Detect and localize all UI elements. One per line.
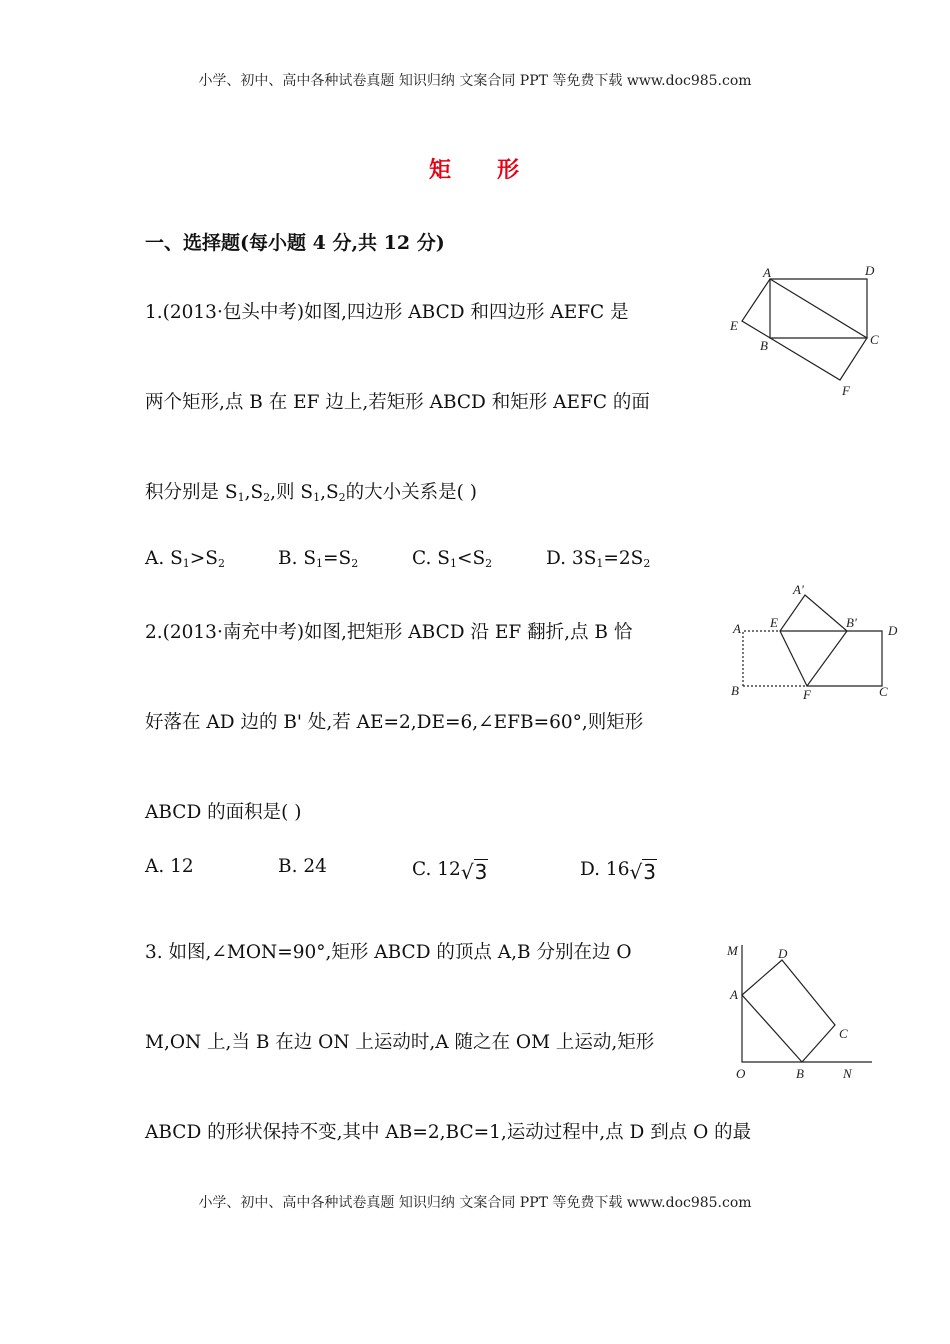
rect-aefc [742, 279, 867, 380]
label-e: E [770, 615, 778, 630]
label-m: M [727, 943, 738, 958]
q1-line-3: 积分别是 $S_1,S_2$,则 $S_1,S_2$的大小关系是( ) [145, 482, 477, 504]
sqrt-symbol: √3 [460, 860, 488, 884]
title-char-2: 形 [497, 157, 522, 183]
q2-line-2: 好落在 AD 边的 B' 处,若 AE=2,DE=6,∠EFB=60°,则矩形 [145, 712, 644, 733]
label-b: B [731, 683, 739, 698]
label-c: C [870, 332, 879, 347]
label-b-prime: B' [846, 615, 857, 630]
q3-line-2: M,ON 上,当 B 在边 ON 上运动时,A 随之在 OM 上运动,矩形 [145, 1032, 655, 1053]
axes-mon [742, 945, 872, 1062]
q1-option-c: C. $S_1<S_2$ [412, 548, 493, 570]
label-d: D [865, 263, 875, 278]
q3-figure [722, 935, 882, 1085]
folded-quad [780, 595, 847, 686]
page-footer: 小学、初中、高中各种试卷真题 知识归纳 文案合同 PPT 等免费下载 www.doc985.com [198, 1195, 752, 1211]
q2-line-1: 2.(2013·南充中考)如图,把矩形 ABCD 沿 EF 翻折,点 B 恰 [145, 622, 633, 643]
q2-option-c: C. 12√3 [412, 859, 488, 884]
q3-line-1: 3. 如图,∠MON=90°,矩形 ABCD 的顶点 A,B 分别在边 O [145, 942, 632, 963]
q1-figure [725, 258, 890, 403]
q2-figure [725, 578, 910, 703]
sqrt-symbol: √3 [629, 860, 656, 884]
label-c: C [879, 684, 888, 699]
q1-option-a: A. $S_1>S_2$ [145, 548, 225, 570]
rect-remaining [780, 631, 882, 686]
label-c: C [839, 1026, 848, 1041]
label-a: A [730, 987, 738, 1002]
label-a-prime: A' [793, 582, 804, 597]
q1-line-2: 两个矩形,点 B 在 EF 边上,若矩形 ABCD 和矩形 AEFC 的面 [145, 392, 650, 413]
label-a: A [733, 621, 741, 636]
label-e: E [730, 318, 738, 333]
label-d: D [888, 623, 898, 638]
q2-line-3: ABCD 的面积是( ) [145, 802, 302, 823]
label-b: B [796, 1066, 804, 1081]
title-char-1: 矩 [428, 157, 453, 183]
q3-line-3: ABCD 的形状保持不变,其中 AB=2,BC=1,运动过程中,点 D 到点 O 的最 [145, 1122, 752, 1143]
section-heading: 一、选择题(每小题 4 分,共 12 分) [145, 232, 445, 254]
page-header: 小学、初中、高中各种试卷真题 知识归纳 文案合同 PPT 等免费下载 www.doc985.com [198, 73, 752, 89]
label-a: A [763, 265, 771, 280]
label-f: F [842, 383, 850, 398]
page-title [0, 153, 950, 184]
label-b: B [760, 338, 768, 353]
q1-option-b: B. $S_1=S_2$ [278, 548, 359, 570]
q1-line-1: 1.(2013·包头中考)如图,四边形 ABCD 和四边形 AEFC 是 [145, 302, 629, 323]
dashed-folded-part [743, 631, 780, 686]
label-n: N [843, 1066, 852, 1081]
q1-option-d: D. $3S_1=2S_2$ [546, 548, 651, 570]
q2-option-d: D. 16√3 [580, 859, 656, 884]
label-f: F [803, 687, 811, 702]
label-d: D [778, 946, 788, 961]
rect-abcd [742, 960, 835, 1062]
q2-option-a: A. 12 [145, 856, 194, 877]
q2-option-b: B. 24 [278, 856, 327, 877]
label-o: O [736, 1066, 746, 1081]
